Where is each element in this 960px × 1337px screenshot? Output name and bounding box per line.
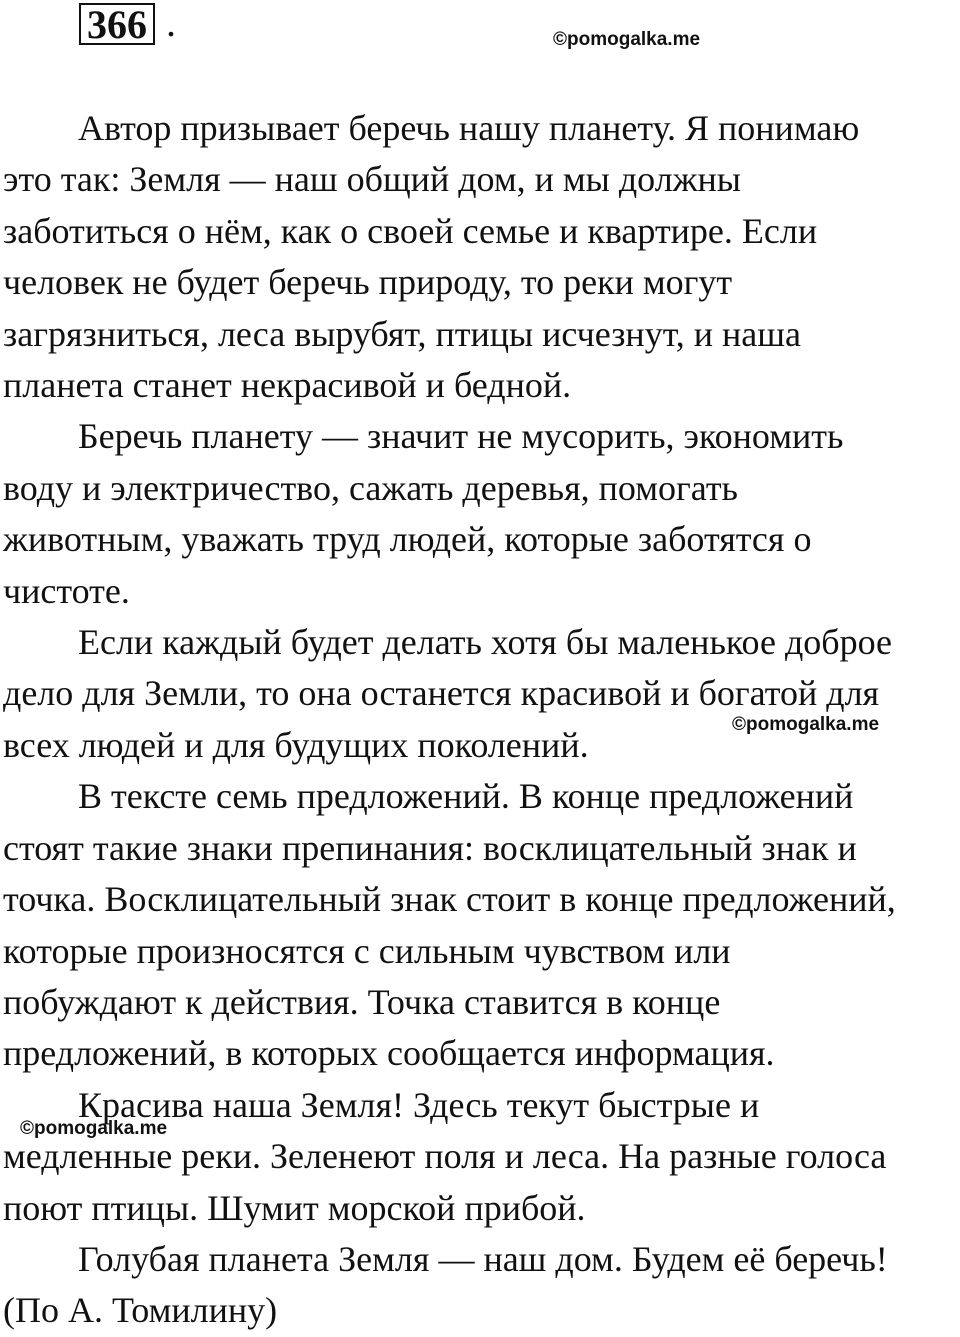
text-line: Беречь планету — значит не мусорить, экономить: [78, 416, 844, 457]
text-line: планета станет некрасивой и бедной.: [3, 365, 572, 406]
text-line: чистоте.: [3, 570, 130, 611]
text-line: поют птицы. Шумит морской прибой.: [3, 1187, 586, 1228]
text-line: Если каждый будет делать хотя бы маленькое доброе: [78, 622, 892, 663]
paragraph-1: [3, 103, 958, 411]
task-number: 366: [79, 3, 155, 45]
text-line: стоят такие знаки препинания: восклицательный знак и: [3, 827, 857, 868]
text-line: предложений, в которых сообщается информация.: [3, 1033, 775, 1074]
watermark-top: ©pomogalka.me: [553, 29, 701, 50]
text-line: это так: Земля — наш общий дом, и мы должны: [3, 159, 741, 200]
text-line: В тексте семь предложений. В конце предложений: [78, 776, 854, 817]
paragraph-4: [3, 771, 958, 1079]
text-line: дело для Земли, то она останется красивой и богатой для: [3, 673, 880, 714]
text-line: медленные реки. Зеленеют поля и леса. На разные голоса: [3, 1136, 887, 1177]
paragraph-6: [3, 1234, 958, 1337]
watermark-middle: ©pomogalka.me: [732, 714, 880, 735]
text-line: животным, уважать труд людей, которые заботятся о: [3, 519, 812, 560]
text-line: которые произносятся с сильным чувством или: [3, 930, 731, 971]
text-line: (По А. Томилину): [3, 1290, 278, 1331]
text-line: Красива наша Земля! Здесь текут быстрые и: [78, 1084, 760, 1125]
text-line: человек не будет беречь природу, то реки могут: [3, 262, 733, 303]
paragraph-2: [3, 411, 958, 617]
text-line: воду и электричество, сажать деревья, помогать: [3, 467, 738, 508]
text-line: всех людей и для будущих поколений.: [3, 724, 589, 765]
paragraph-5: [3, 1080, 958, 1234]
text-line: заботиться о нём, как о своей семье и квартире. Если: [3, 210, 818, 251]
text-line: побуждают к действия. Точка ставится в конце: [3, 981, 721, 1022]
text-line: Голубая планета Земля — наш дом. Будем её беречь!: [78, 1238, 888, 1279]
paragraph-3: [3, 617, 958, 771]
text-line: Автор призывает беречь нашу планету. Я понимаю: [78, 108, 860, 148]
text-line: загрязниться, леса вырубят, птицы исчезнут, и наша: [3, 313, 801, 354]
watermark-bottom: ©pomogalka.me: [20, 1118, 168, 1139]
text-line: точка. Восклицательный знак стоит в конце предложений,: [3, 879, 896, 920]
task-number-dot: .: [166, 0, 176, 45]
